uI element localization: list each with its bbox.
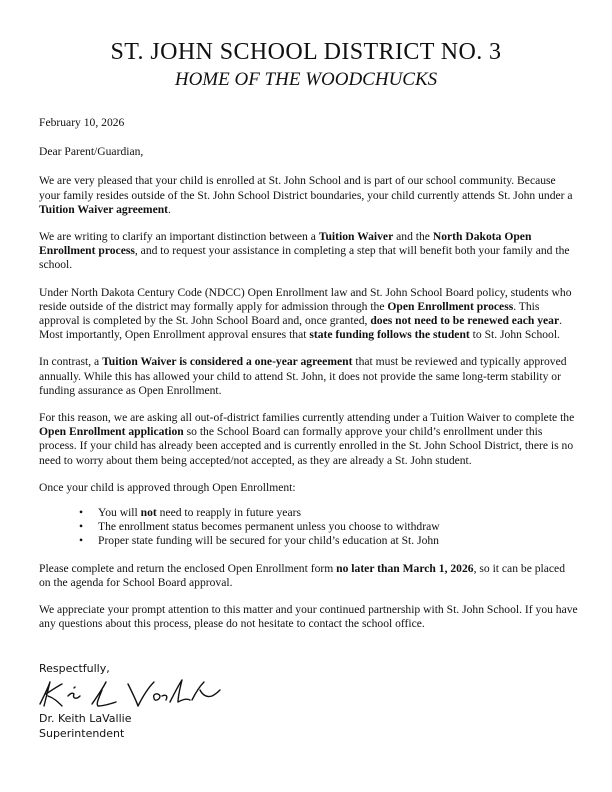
school-motto: HOME OF THE WOODCHUCKS bbox=[174, 69, 438, 90]
benefits-list bbox=[39, 506, 579, 549]
text-run: In contrast, a bbox=[39, 355, 103, 369]
list-item bbox=[79, 506, 579, 520]
signer-block bbox=[39, 711, 131, 741]
bold-run: not bbox=[140, 506, 157, 520]
text-run: and the bbox=[393, 230, 433, 244]
text-run: that must be reviewed and typically approved annually. While this has allowed your child to attend St. John, it does not provide the same long-term stability or funding assurance as Open Enrollment. bbox=[39, 355, 567, 397]
bold-run: Tuition Waiver is considered a one-year agreement bbox=[102, 355, 353, 369]
text-run: We are very pleased that your child is enrolled at St. John School and is part of our school community. Because your family resides outside of the St. John School District boundaries, your child currently attends St. John under a bbox=[39, 174, 573, 202]
text-run: We are writing to clarify an important distinction between a bbox=[39, 230, 319, 244]
signature-image bbox=[36, 676, 222, 710]
signer-name: Dr. Keith LaVallie bbox=[39, 712, 132, 725]
bold-run: does not need to be renewed each year bbox=[370, 314, 560, 328]
letter-body bbox=[39, 116, 579, 644]
paragraph-intro bbox=[39, 174, 579, 217]
signer-title: Superintendent bbox=[39, 727, 125, 740]
paragraph-once-approved: Once your child is approved through Open Enrollment: bbox=[39, 480, 296, 494]
bold-run: North Dakota Open Enrollment process bbox=[39, 230, 532, 258]
bold-run: Tuition Waiver bbox=[318, 230, 394, 244]
letter-date: February 10, 2026 bbox=[39, 116, 125, 129]
text-run: Under North Dakota Century Code (NDCC) Open Enrollment law and St. John School Board policy, students who reside outside of the district may formally apply for admission through the bbox=[39, 285, 572, 313]
greeting: Dear Parent/Guardian, bbox=[39, 145, 144, 159]
text-run: need to reapply in future years bbox=[156, 506, 301, 520]
bold-run: no later than March 1, 2026 bbox=[336, 561, 474, 575]
text-run: , so it can be placed on the agenda for School Board approval. bbox=[39, 561, 565, 589]
bold-run: state funding follows the student bbox=[309, 328, 470, 342]
list-item: • Proper state funding will be secured for your child’s education at St. John bbox=[79, 534, 579, 548]
paragraph-request bbox=[39, 411, 579, 468]
bold-run: Open Enrollment application bbox=[39, 425, 184, 439]
paragraph-deadline bbox=[39, 562, 579, 590]
text-run: For this reason, we are asking all out-of-district families currently attending under a Tuition Waiver to complete the bbox=[39, 411, 575, 425]
paragraph-distinction bbox=[39, 230, 579, 273]
text-run: . Most importantly, Open Enrollment approval ensures that bbox=[39, 314, 563, 342]
paragraph-closing: We appreciate your prompt attention to this matter and your continued partnership with St. John School. If you have any questions about this process, please do not hesitate to contact the school office. bbox=[39, 603, 578, 631]
bold-run: Tuition Waiver agreement bbox=[39, 202, 169, 216]
letterhead bbox=[0, 38, 612, 92]
text-run: Please complete and return the enclosed Open Enrollment form bbox=[39, 561, 337, 575]
text-run: to St. John School. bbox=[469, 328, 560, 342]
text-run: You will bbox=[98, 506, 141, 520]
text-run: . bbox=[168, 202, 171, 216]
paragraph-contrast bbox=[39, 355, 579, 398]
closing-salutation: Respectfully, bbox=[39, 662, 110, 675]
bold-run: Open Enrollment process bbox=[387, 299, 514, 313]
list-item: • The enrollment status becomes permanent unless you choose to withdraw bbox=[79, 520, 579, 534]
text-run: so the School Board can formally approve your child’s enrollment under this process. If your child has already been accepted and is currently enrolled in the St. John School District, there is no need to worry about them being accepted/not accepted, as they are already a St. John student. bbox=[39, 425, 574, 467]
text-run: . This approval is completed by the St. John School Board and, once granted, bbox=[39, 299, 540, 328]
district-name: ST. JOHN SCHOOL DISTRICT NO. 3 bbox=[110, 39, 502, 65]
paragraph-ndcc bbox=[39, 286, 579, 343]
text-run: , and to request your assistance in completing a step that will benefit both your family and the school. bbox=[39, 244, 570, 272]
